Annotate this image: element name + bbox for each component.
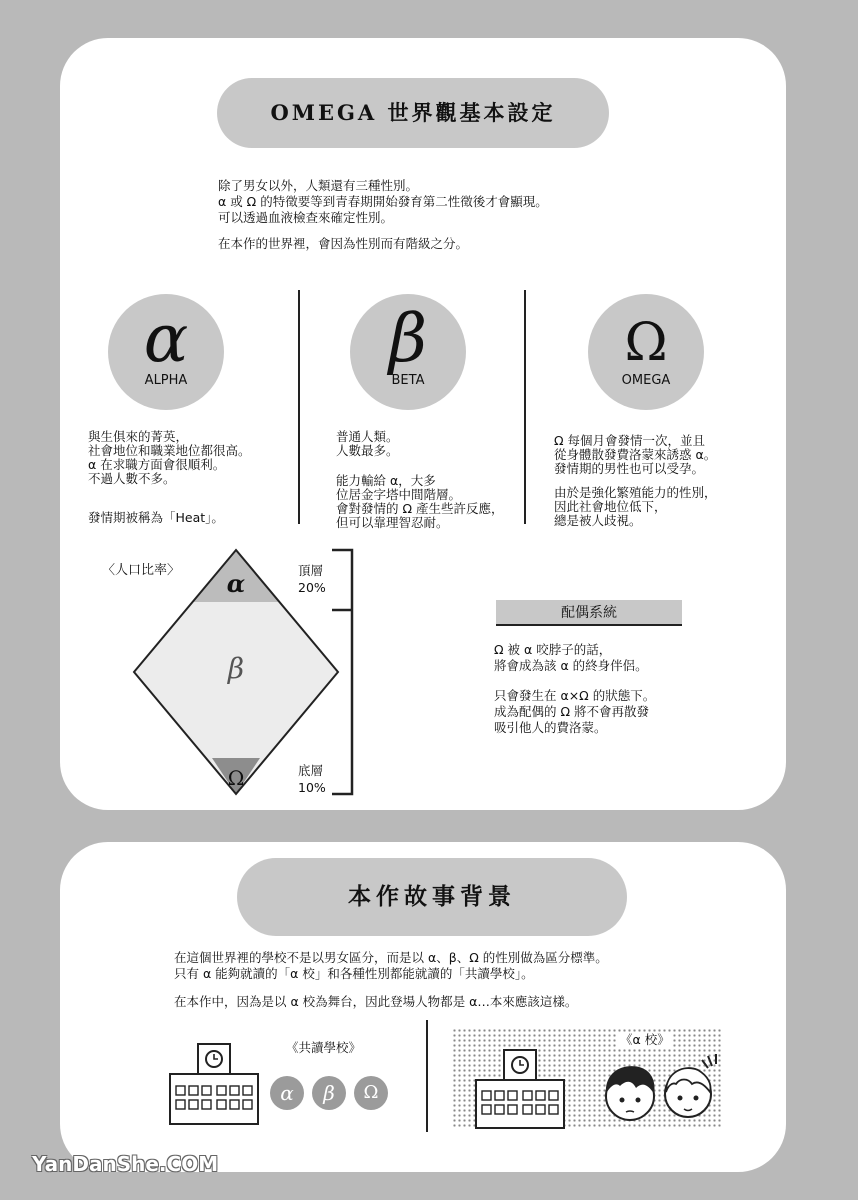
omega-description-2: 由於是強化繁殖能力的性別， 因此社會地位低下， 總是被人歧視。 <box>554 485 717 528</box>
alpha-school-label: 《α 校》 <box>620 1032 670 1047</box>
worldview-title: OMEGA 世界觀基本設定 <box>217 78 609 148</box>
school-divider <box>426 1020 428 1132</box>
two-boys-illustration <box>596 1048 720 1132</box>
story-background-title: 本作故事背景 <box>237 858 627 936</box>
column-divider <box>524 290 526 524</box>
top-tier-caption: 頂層 20% <box>298 563 326 595</box>
alpha-description-2: 發情期被稱為「Heat」。 <box>88 510 224 525</box>
coed-school-label: 《共讀學校》 <box>286 1040 362 1055</box>
beta-description: 普通人類。 人數最多。 <box>336 429 399 458</box>
match-system-title: 配偶系統 <box>496 600 682 626</box>
tier-alpha-symbol: α <box>226 569 246 598</box>
bottom-tier-caption: 底層 10% <box>298 763 326 795</box>
match-system-text-2: 只會發生在 α×Ω 的狀態下。 成為配偶的 Ω 將不會再散發 吸引他人的費洛蒙。 <box>494 688 656 735</box>
story-text: 在這個世界裡的學校不是以男女區分，而是以 α、β、Ω 的性別做為區分標準。 只有 α 能夠就讀的「α 校」和各種性別都能就讀的「共讀學校」。 <box>174 950 608 981</box>
alpha-label: ALPHA <box>144 373 188 388</box>
alpha-badge <box>108 294 224 410</box>
story-background-panel <box>60 842 786 1172</box>
alpha-school-building-icon <box>474 1044 568 1132</box>
omega-label: OMEGA <box>621 373 671 388</box>
beta-description-2: 能力輸給 α，大多 位居金字塔中間階層。 會對發情的 Ω 產生些許反應， 但可以靠理智忍耐。 <box>336 473 504 530</box>
intro-text-2: 在本作的世界裡，會因為性別而有階級之分。 <box>218 236 469 251</box>
tier-omega-symbol: Ω <box>227 766 245 790</box>
beta-badge <box>350 294 466 410</box>
watermark: YanDanShe.COM <box>32 1152 219 1176</box>
school-building-icon <box>168 1036 262 1128</box>
intro-text: 除了男女以外，人類還有三種性別。 α 或 Ω 的特徵要等到青春期開始發育第二性徵後才會顯現。 可以透過血液檢查來確定性別。 <box>218 178 548 225</box>
worldview-panel <box>60 38 786 810</box>
tier-brackets <box>332 546 362 798</box>
beta-symbol: β <box>388 300 428 377</box>
beta-label: BETA <box>391 373 425 388</box>
omega-symbol: Ω <box>624 313 668 373</box>
alpha-symbol: α <box>143 300 189 377</box>
population-label: 〈人口比率〉 <box>102 563 181 578</box>
mini-beta-icon: β <box>312 1076 346 1110</box>
mini-omega-icon: Ω <box>354 1076 388 1110</box>
match-system-text: Ω 被 α 咬脖子的話， 將會成為該 α 的終身伴侶。 <box>494 642 648 673</box>
tier-beta-symbol: β <box>227 652 245 685</box>
omega-description: Ω 每個月會發情一次，並且 從身體散發費洛蒙來誘惑 α。 發情期的男性也可以受孕。 <box>554 433 717 476</box>
alpha-description: 與生俱來的菁英， 社會地位和職業地位都很高。 α 在求職方面會很順利。 不過人數不多。 <box>88 429 251 486</box>
omega-badge <box>588 294 704 410</box>
story-text-2: 在本作中，因為是以 α 校為舞台，因此登場人物都是 α…本來應該這樣。 <box>174 994 578 1009</box>
column-divider <box>298 290 300 524</box>
mini-alpha-icon: α <box>270 1076 304 1110</box>
